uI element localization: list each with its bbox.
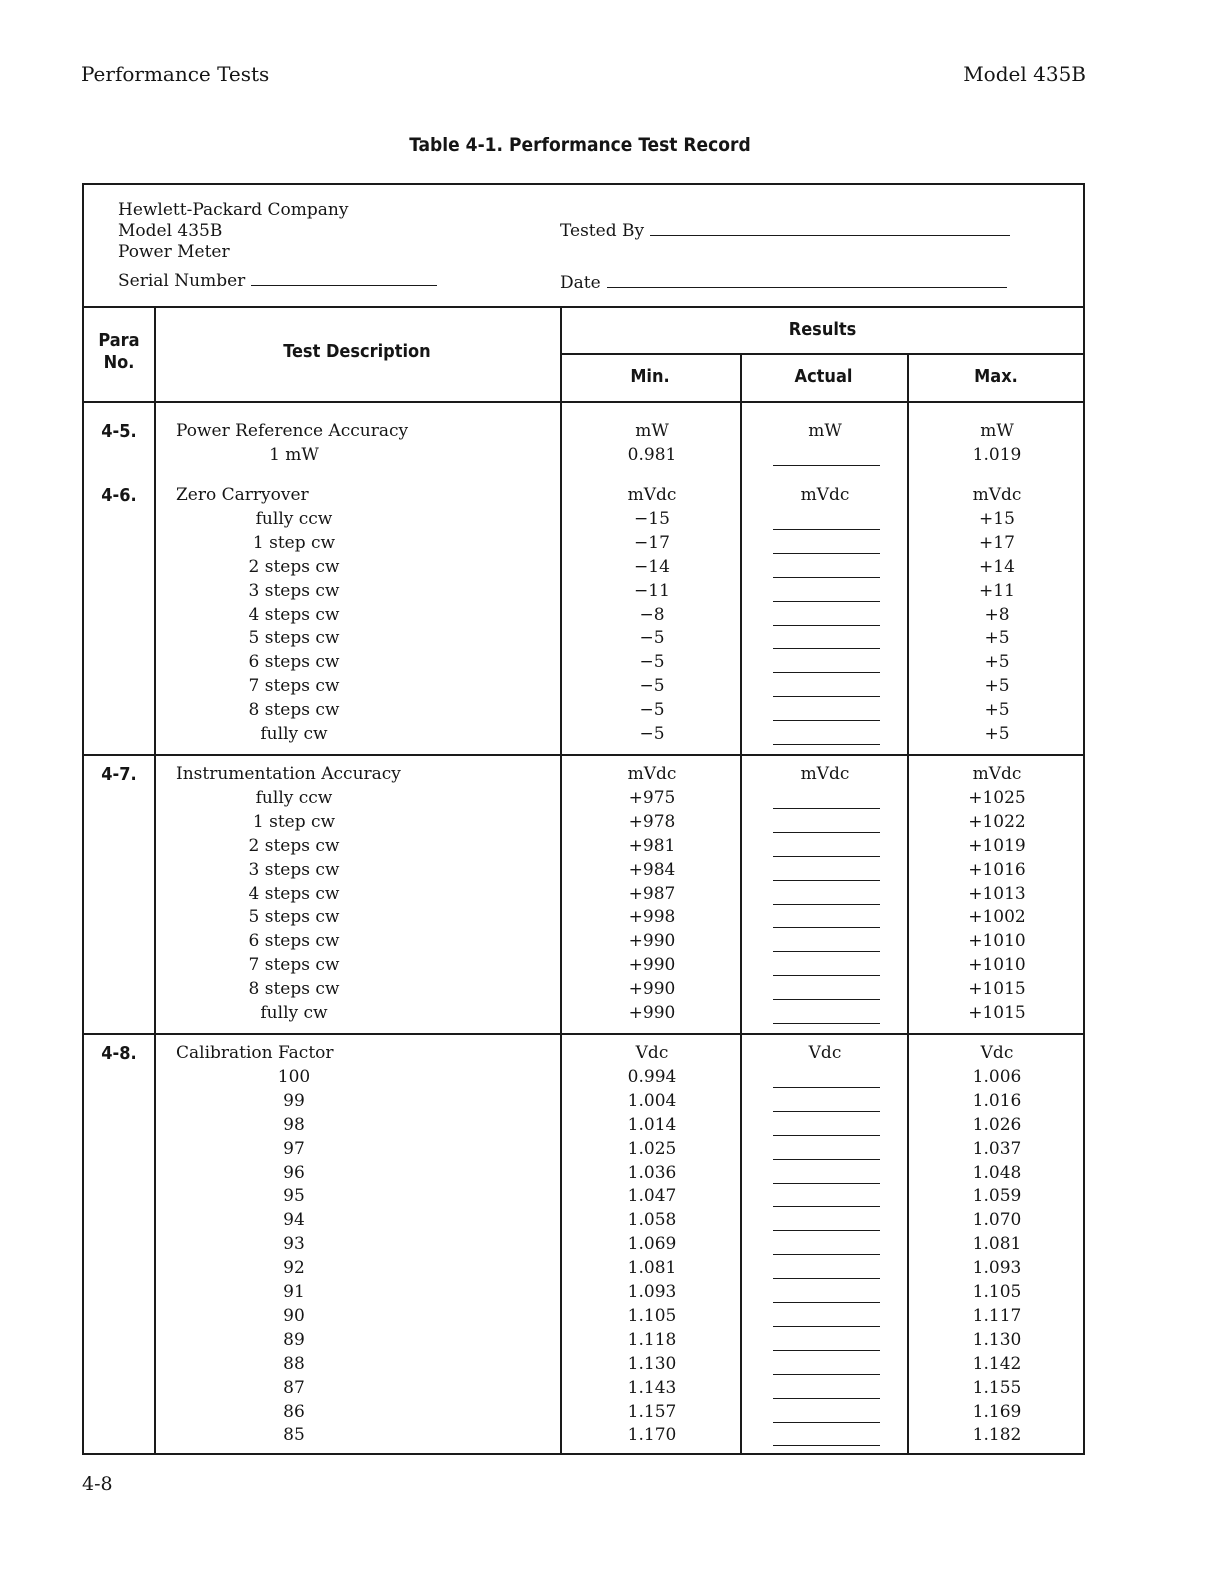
test-row (84, 700, 1083, 724)
min-value: −15 (634, 508, 670, 529)
page-number: 4-8 (82, 1473, 113, 1495)
min-value: 1.157 (627, 1401, 677, 1422)
max-value: +5 (984, 700, 1010, 721)
max-value: 1.006 (972, 1066, 1022, 1087)
record-info-block (84, 185, 1083, 308)
max-value: +1022 (968, 811, 1026, 832)
row-label: 8 steps cw (248, 979, 340, 1000)
actual-value-blank[interactable] (773, 975, 880, 976)
date-field[interactable] (560, 273, 1007, 293)
actual-value-blank[interactable] (773, 832, 880, 833)
section-title-row (84, 421, 1083, 445)
actual-value-blank[interactable] (773, 1398, 880, 1399)
max-value: +1015 (968, 979, 1026, 1000)
actual-value-blank[interactable] (773, 577, 880, 578)
test-row (84, 1115, 1083, 1139)
para-number: 4-5. (101, 421, 137, 442)
min-value: +990 (628, 1003, 676, 1023)
actual-value-blank[interactable] (773, 880, 880, 881)
test-row (84, 1210, 1083, 1234)
max-value: 1.093 (972, 1258, 1022, 1279)
actual-value-blank[interactable] (773, 1350, 880, 1351)
actual-value-blank[interactable] (773, 1111, 880, 1112)
test-row (84, 1425, 1083, 1449)
row-label: 4 steps cw (248, 883, 340, 904)
actual-value-blank[interactable] (773, 1206, 880, 1207)
unit-max: Vdc (980, 1043, 1014, 1063)
row-label: fully ccw (255, 508, 333, 529)
actual-value-blank[interactable] (773, 904, 880, 905)
actual-value-blank[interactable] (773, 1302, 880, 1303)
test-row (84, 931, 1083, 955)
test-row (84, 724, 1083, 748)
min-value: +990 (628, 931, 676, 952)
row-label: 92 (283, 1258, 305, 1279)
serial-number-label: Serial Number (118, 271, 246, 291)
min-value: 1.058 (627, 1210, 677, 1231)
unit-min: mW (635, 421, 669, 441)
test-row (84, 605, 1083, 629)
max-value: 1.016 (972, 1090, 1022, 1111)
row-label: 1 step cw (252, 532, 336, 553)
serial-number-field[interactable] (118, 271, 437, 291)
min-value: −5 (639, 724, 665, 744)
min-value: 1.105 (627, 1305, 677, 1326)
company-name: Hewlett-Packard Company (118, 200, 349, 220)
actual-value-blank[interactable] (773, 1023, 880, 1024)
actual-value-blank[interactable] (773, 744, 880, 745)
test-row (84, 1139, 1083, 1163)
actual-value-blank[interactable] (773, 1183, 880, 1184)
results-underline (560, 353, 1085, 355)
max-value: +1010 (968, 931, 1026, 952)
row-label: 90 (283, 1305, 305, 1326)
row-label: 96 (283, 1162, 305, 1183)
row-label: fully cw (260, 1003, 328, 1023)
test-row (84, 676, 1083, 700)
running-header-right: Model 435B (963, 62, 1086, 86)
row-label: 5 steps cw (248, 628, 340, 649)
test-row (84, 581, 1083, 605)
para-header-line-2: No. (103, 352, 135, 373)
min-value: 1.093 (627, 1282, 677, 1302)
actual-value-blank[interactable] (773, 1278, 880, 1279)
row-label: 86 (283, 1401, 305, 1422)
unit-actual: mVdc (800, 485, 850, 505)
product-name: Power Meter (118, 242, 230, 262)
test-row (84, 1282, 1083, 1306)
test-row (84, 533, 1083, 557)
unit-min: Vdc (635, 1043, 669, 1063)
col-header-test-description: Test Description (283, 341, 431, 362)
min-value: 0.994 (627, 1066, 677, 1087)
col-header-results: Results (788, 319, 857, 340)
row-label: 2 steps cw (248, 835, 340, 856)
min-value: +987 (628, 883, 676, 904)
unit-min: mVdc (627, 764, 677, 784)
unit-max: mW (980, 421, 1014, 441)
row-label: 2 steps cw (248, 556, 340, 577)
row-label: 8 steps cw (248, 700, 340, 721)
model-name: Model 435B (118, 221, 223, 241)
para-header-line-1: Para (98, 330, 140, 351)
max-value: +5 (984, 676, 1010, 697)
max-value: +5 (984, 724, 1010, 744)
min-value: +978 (628, 811, 676, 832)
row-label: 6 steps cw (248, 931, 340, 952)
test-row (84, 1354, 1083, 1378)
col-header-max: Max. (974, 366, 1018, 387)
test-row (84, 812, 1083, 836)
min-value: 1.047 (627, 1186, 677, 1207)
min-value: 1.118 (627, 1329, 677, 1350)
max-value: +1015 (968, 1003, 1026, 1023)
section-title-row (84, 764, 1083, 788)
min-value: −14 (634, 556, 670, 577)
max-value: +1002 (968, 907, 1026, 928)
unit-actual: Vdc (808, 1043, 842, 1063)
max-value: 1.155 (972, 1377, 1022, 1398)
test-title: Instrumentation Accuracy (176, 764, 401, 784)
row-label: 97 (283, 1138, 305, 1159)
test-row (84, 1163, 1083, 1187)
actual-value-blank[interactable] (773, 625, 880, 626)
test-title: Zero Carryover (176, 485, 309, 505)
test-row (84, 557, 1083, 581)
max-value: +5 (984, 628, 1010, 649)
row-label: 1 mW (269, 444, 319, 465)
col-header-min: Min. (630, 366, 670, 387)
max-value: +5 (984, 652, 1010, 673)
max-value: +1016 (968, 859, 1026, 880)
row-label: 85 (283, 1425, 305, 1446)
test-row (84, 788, 1083, 812)
actual-value-blank[interactable] (773, 672, 880, 673)
max-value: +1025 (968, 787, 1026, 808)
max-value: +11 (979, 580, 1015, 601)
min-value: 1.143 (627, 1377, 677, 1398)
max-value: 1.081 (972, 1234, 1022, 1255)
unit-max: mVdc (972, 485, 1022, 505)
max-value: 1.037 (972, 1138, 1022, 1159)
test-title: Power Reference Accuracy (176, 421, 409, 441)
row-label: 89 (283, 1329, 305, 1350)
min-value: +975 (628, 787, 676, 808)
unit-actual: mVdc (800, 764, 850, 784)
row-label: 3 steps cw (248, 859, 340, 880)
min-value: +990 (628, 955, 676, 976)
max-value: +15 (979, 508, 1015, 529)
unit-min: mVdc (627, 485, 677, 505)
max-value: 1.048 (972, 1162, 1022, 1183)
test-row (84, 652, 1083, 676)
para-number: 4-7. (101, 764, 137, 785)
test-row (84, 907, 1083, 931)
test-row (84, 1402, 1083, 1426)
test-row (84, 979, 1083, 1003)
actual-value-blank[interactable] (773, 1422, 880, 1423)
actual-value-blank[interactable] (773, 1159, 880, 1160)
row-label: fully cw (260, 724, 328, 744)
tested-by-field[interactable] (560, 221, 1010, 241)
min-value: −8 (639, 604, 665, 625)
row-label: 1 step cw (252, 811, 336, 832)
min-value: −5 (639, 676, 665, 697)
test-row (84, 1234, 1083, 1258)
max-value: 1.026 (972, 1114, 1022, 1135)
row-label: 99 (283, 1090, 305, 1111)
row-label: 98 (283, 1114, 305, 1135)
row-label: 7 steps cw (248, 676, 340, 697)
row-label: 3 steps cw (248, 580, 340, 601)
min-value: 1.036 (627, 1162, 677, 1183)
unit-actual: mW (808, 421, 842, 441)
min-value: 0.981 (627, 444, 677, 465)
row-label: 94 (283, 1210, 305, 1231)
company-block (118, 199, 348, 262)
max-value: +17 (979, 532, 1015, 553)
actual-value-blank[interactable] (773, 648, 880, 649)
col-header-para-no (84, 330, 154, 374)
section-title-row (84, 485, 1083, 509)
actual-value-blank[interactable] (773, 465, 880, 466)
test-row (84, 1330, 1083, 1354)
actual-value-blank[interactable] (773, 1135, 880, 1136)
test-row (84, 1186, 1083, 1210)
actual-value-blank[interactable] (773, 553, 880, 554)
min-value: 1.025 (627, 1138, 677, 1159)
test-row (84, 955, 1083, 979)
max-value: 1.130 (972, 1329, 1022, 1350)
header-bottom-rule (84, 401, 1085, 403)
max-value: 1.070 (972, 1210, 1022, 1231)
actual-value-blank[interactable] (773, 1230, 880, 1231)
test-row (84, 884, 1083, 908)
performance-test-record (82, 183, 1085, 1455)
max-value: +1013 (968, 883, 1026, 904)
min-value: +998 (628, 907, 676, 928)
row-label: 93 (283, 1234, 305, 1255)
row-label: 95 (283, 1186, 305, 1207)
row-label: 88 (283, 1353, 305, 1374)
row-label: 91 (283, 1282, 305, 1302)
max-value: 1.142 (972, 1353, 1022, 1374)
date-blank[interactable] (607, 287, 1007, 288)
min-value: −5 (639, 700, 665, 721)
test-row (84, 509, 1083, 533)
row-label: 6 steps cw (248, 652, 340, 673)
para-number: 4-6. (101, 485, 137, 506)
min-value: 1.081 (627, 1258, 677, 1279)
max-value: 1.019 (972, 444, 1022, 465)
test-row (84, 1258, 1083, 1282)
row-label: 100 (277, 1066, 311, 1087)
serial-number-blank[interactable] (251, 285, 437, 286)
min-value: −17 (634, 532, 670, 553)
test-row (84, 836, 1083, 860)
unit-max: mVdc (972, 764, 1022, 784)
row-label: 87 (283, 1377, 305, 1398)
min-value: −5 (639, 652, 665, 673)
row-label: 7 steps cw (248, 955, 340, 976)
actual-value-blank[interactable] (773, 696, 880, 697)
test-row (84, 445, 1083, 469)
table-title: Table 4-1. Performance Test Record (409, 134, 751, 156)
actual-value-blank[interactable] (773, 1326, 880, 1327)
tested-by-label: Tested By (560, 221, 645, 241)
test-row (84, 860, 1083, 884)
actual-value-blank[interactable] (773, 1254, 880, 1255)
test-row (84, 1003, 1083, 1027)
test-title: Calibration Factor (176, 1043, 334, 1063)
actual-value-blank[interactable] (773, 999, 880, 1000)
col-header-actual: Actual (794, 366, 853, 387)
max-value: 1.169 (972, 1401, 1022, 1422)
actual-value-blank[interactable] (773, 1087, 880, 1088)
actual-value-blank[interactable] (773, 856, 880, 857)
min-value: +984 (628, 859, 676, 880)
min-value: +990 (628, 979, 676, 1000)
min-value: −11 (634, 580, 670, 601)
test-row (84, 1067, 1083, 1091)
actual-value-blank[interactable] (773, 529, 880, 530)
min-value: 1.004 (627, 1090, 677, 1111)
test-row (84, 1378, 1083, 1402)
section-title-row (84, 1043, 1083, 1067)
section-rule-4-7 (84, 754, 1085, 756)
row-label: 4 steps cw (248, 604, 340, 625)
actual-value-blank[interactable] (773, 808, 880, 809)
test-row (84, 628, 1083, 652)
actual-value-blank[interactable] (773, 927, 880, 928)
max-value: 1.105 (972, 1282, 1022, 1302)
actual-value-blank[interactable] (773, 1374, 880, 1375)
date-label: Date (560, 273, 601, 293)
para-number: 4-8. (101, 1043, 137, 1064)
max-value: +1010 (968, 955, 1026, 976)
row-label: 5 steps cw (248, 907, 340, 928)
max-value: 1.182 (972, 1425, 1022, 1446)
running-header-left: Performance Tests (81, 62, 270, 86)
max-value: +14 (979, 556, 1015, 577)
min-value: 1.014 (627, 1114, 677, 1135)
max-value: +8 (984, 604, 1010, 625)
actual-value-blank[interactable] (773, 1445, 880, 1446)
section-rule-4-8 (84, 1033, 1085, 1035)
min-value: −5 (639, 628, 665, 649)
max-value: 1.117 (972, 1305, 1022, 1326)
row-label: fully ccw (255, 787, 333, 808)
actual-value-blank[interactable] (773, 601, 880, 602)
min-value: +981 (628, 835, 676, 856)
actual-value-blank[interactable] (773, 720, 880, 721)
test-row (84, 1091, 1083, 1115)
test-row (84, 1306, 1083, 1330)
min-value: 1.069 (627, 1234, 677, 1255)
min-value: 1.130 (627, 1353, 677, 1374)
max-value: +1019 (968, 835, 1026, 856)
actual-value-blank[interactable] (773, 951, 880, 952)
max-value: 1.059 (972, 1186, 1022, 1207)
min-value: 1.170 (627, 1425, 677, 1446)
tested-by-blank[interactable] (650, 235, 1010, 236)
